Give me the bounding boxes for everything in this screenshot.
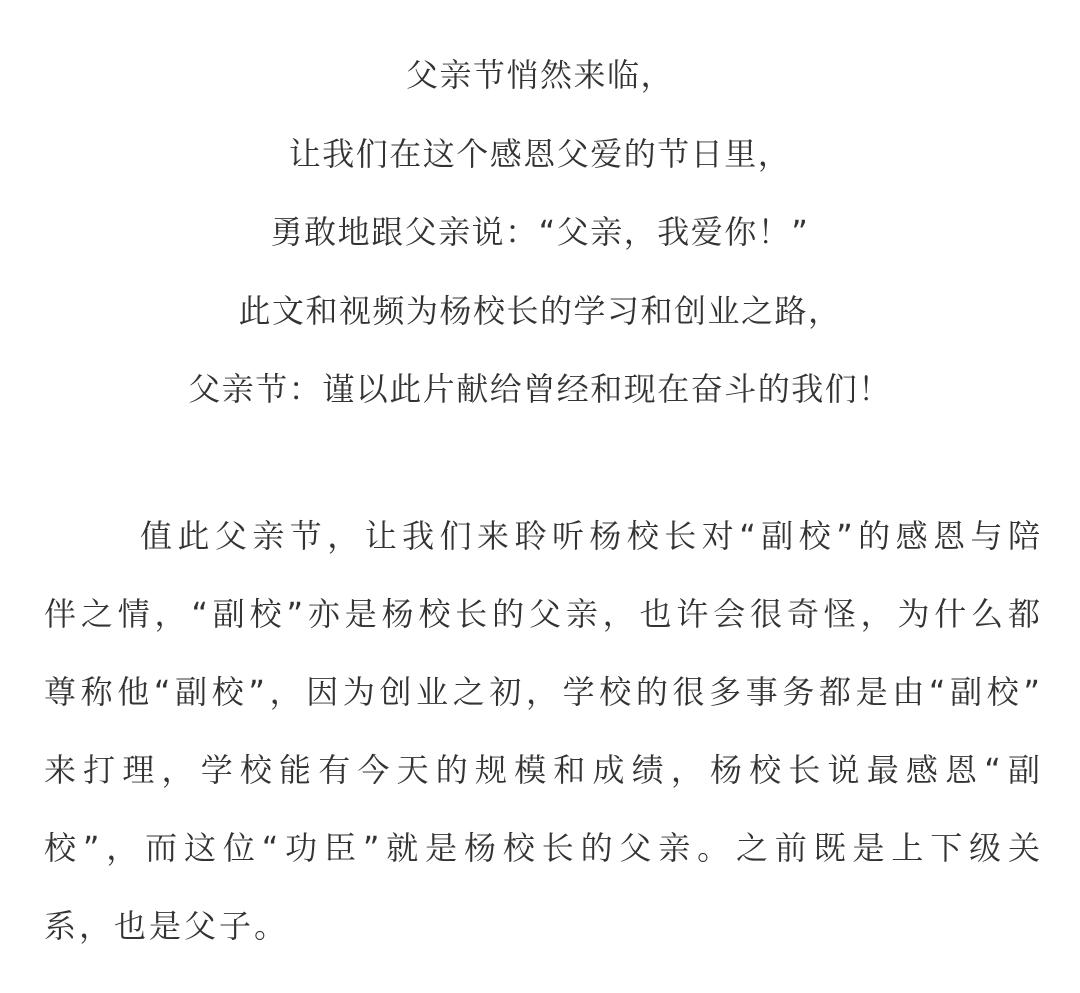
intro-line: 此文和视频为杨校长的学习和创业之路， xyxy=(238,291,842,330)
intro-line: 父亲节：谨以此片献给曾经和现在奋斗的我们！ xyxy=(188,370,892,408)
paragraph-line: 系，也是父子。 xyxy=(44,907,290,945)
intro-verse xyxy=(0,36,1080,429)
intro-line: 让我们在这个感恩父爱的节日里， xyxy=(288,134,792,173)
paragraph-line: 校”，而这位“功臣”就是杨校长的父亲。之前既是上下级关 xyxy=(44,829,1040,867)
paragraph-line: 来打理，学校能有今天的规模和成绩，杨校长说最感恩“副 xyxy=(44,751,1040,789)
paragraph-line: 尊称他“副校”，因为创业之初，学校的很多事务都是由“副校” xyxy=(44,673,1040,711)
intro-line: 父亲节悄然来临， xyxy=(405,56,674,94)
paragraph-line: 伴之情，“副校”亦是杨校长的父亲，也许会很奇怪，为什么都 xyxy=(44,595,1040,633)
body-paragraph xyxy=(44,497,1040,965)
intro-line: 勇敢地跟父亲说：“父亲，我爱你！” xyxy=(270,213,810,251)
paragraph-line: 值此父亲节，让我们来聆听杨校长对“副校”的感恩与陪 xyxy=(140,517,1040,555)
